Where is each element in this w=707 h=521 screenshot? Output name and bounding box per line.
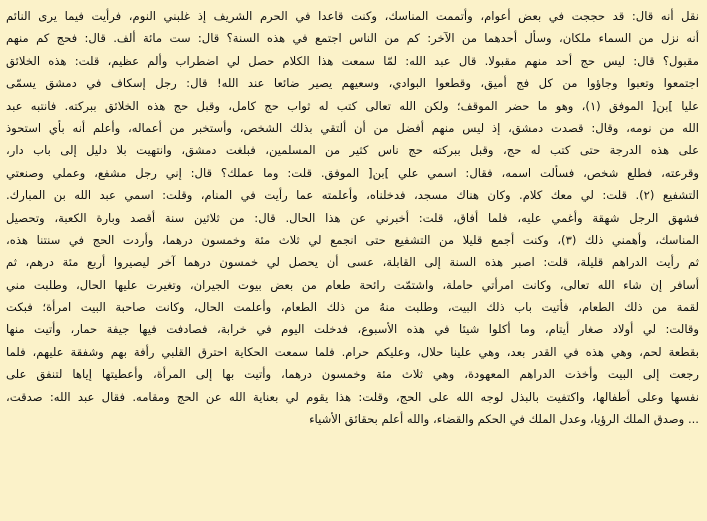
text-line: عليا ]بن[ الموفق (١)، وهو ما حضر الموقف؛ ولكن الله تعالى كتب له ثواب حج كامل، وقبل حج هذه الخلائق ببركته. فانتبه عبد <box>6 98 699 113</box>
text-line: نفسها وعلى أطفالها، واكتفيت بالبذل لوجه الله على الحج، وقلت: هذا يقوم لي بعناية الله عن الحج ومقامه. فقال عبد الله: صدقت، <box>6 389 699 404</box>
text-line: أنه نزل من السماء ملكان، وسأل أحدهما من الآخر: كم من الناس اجتمع في هذه السنة؟ قال: ست مائة ألف. قال: فحج كم منهم <box>6 31 699 46</box>
text-line: أسافر إن شاء الله تعالى، وكانت امرأتي حاملة، واشتمّت رائحة طعام من بعض بيوت الجيران، وتغيرت عليها الحال، وطلبت مني <box>6 277 699 292</box>
text-line: بقطعة لحم، وهي هذه في القدر بعد، وهي علينا حلال، وعليكم حرام. فلما سمعت الحكاية احترق القلبي رأفة بهم وشفقة عليهم، فلما <box>6 344 699 359</box>
arabic-paragraph <box>6 5 699 430</box>
text-line: الله من نومه، وقال: قصدت دمشق، إذ ليس منهم أفضل من أن ألتقي بذلك الشخص، وأستخبر من أعماله، وأعلم أنه بأي استحوذ <box>6 120 699 135</box>
text-line: المناسك، وأهمني ذلك (٣)، وكنت أجمع قليلا من التشفيع حتى انجمع لي ثلاث مئة وخمسون درهما، وأردت الحج في سنتنا هذه، <box>6 232 699 247</box>
text-line-last: ... وصدق الملك الرؤيا، وعدل الملك في الحكم والقضاء، والله أعلم بحقائق الأشياء <box>309 412 699 427</box>
text-line: التشفيع (٢). قلت: لي معك كلام. وكان هناك مسجد، فدخلناه، وأعلمته عما رأيت في المنام، وقلت: اسمي عبد الله بن المبارك. <box>6 188 699 203</box>
text-line: وقرعته، فطلع شخص، فسألت اسمه، فقال: اسمي علي ]بن[ الموفق. قلت: وما عملك؟ قال: إني رجل مشفع، وعملي وصنعتي <box>6 165 699 180</box>
text-line: مقبول؟ قال: ليس حج أحد منهم مقبولا. قال عبد الله: لمّا سمعت هذا الكلام حصل لي اضطراب وألم عظيم، قلت: هذه الخلائق <box>6 53 699 68</box>
text-line: ثم رأيت الدراهم قليلة، قلت: اصبر هذه السنة إلى القابلة، عسى أن يحصل لي خمسون درهما آخر ليصيروا أربع مئة درهم، ثم <box>6 255 699 270</box>
text-line: نقل أنه قال: قد حججت في بعض أعوام، وأتممت المناسك، وكنت قاعدا في الحرم الشريف إذ غلبني النوم، فرأيت فيما يرى النائم <box>6 9 699 23</box>
text-line: رجعت إلى البيت وأخذت الدراهم المعهودة، وهي ثلاث مئة وخمسون درهما، وأتيت بها إلى المرأة، وأعطيتها إياها لتنفق على <box>6 367 699 382</box>
text-line: وقالت: لي أولاد صغار أيتام، وما أكلوا شيئا في هذه الأسبوع، فدخلت اليوم في خرابة، فصادفت فيها جيفة حمار، وأتيت منها <box>6 322 699 337</box>
text-line: لقمة من ذلك الطعام، فأتيت باب ذلك البيت، وطلبت منهُ من ذلك الطعام، وأعلمت الحال، وكانت صاحبة البيت امرأة؛ فبكت <box>6 300 699 315</box>
text-line: اجتمعوا وتعبوا وجاؤوا من كل فج أميق، وقطعوا البوادي، وسعيهم يصير ضائعا عند الله! قال: رجل إسكاف في دمشق يسمّى <box>6 76 699 91</box>
text-line: فشهق الرجل شهقة وأغمي عليه، فلما أفاق، قلت: أخبرني عن هذا الحال. قال: من ثلاثين سنة أقصد وبارة الكعبة، وتحصيل <box>6 210 699 225</box>
text-line: على هذه الدرجة حتى كتب له حج، وقبل ببركته حج ناس كثير من المسلمين، فبلغت دمشق، وانتهيت بلا دليل إلى باب دار، <box>6 143 699 158</box>
